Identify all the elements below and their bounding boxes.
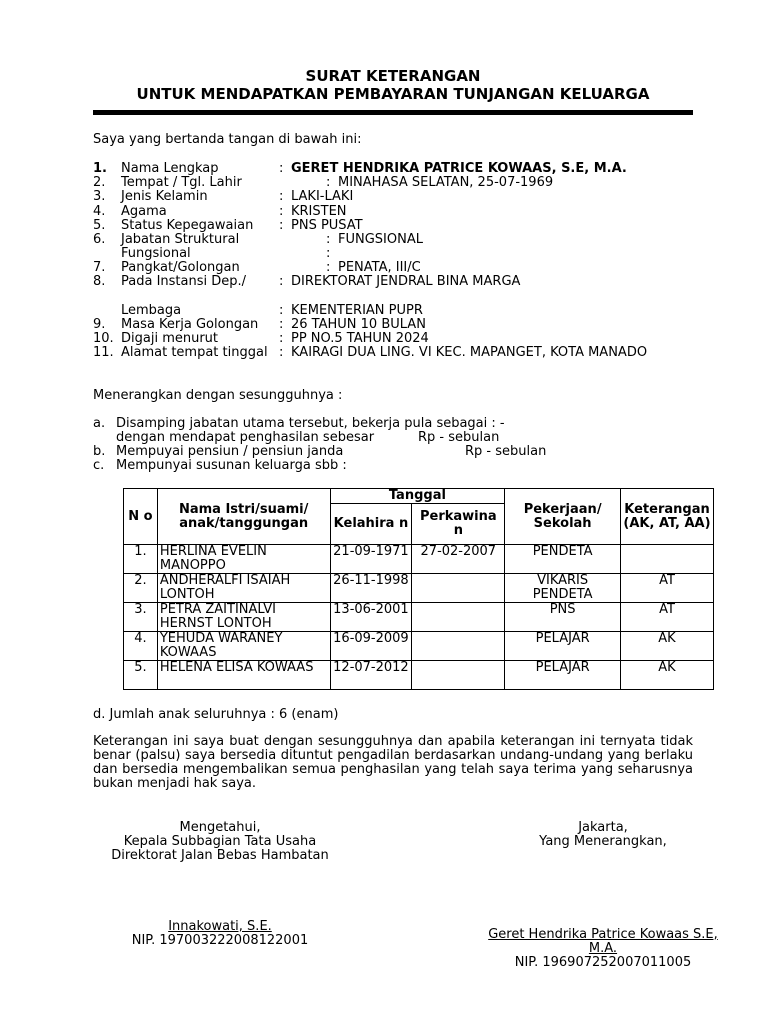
row-no: 4. <box>124 632 158 661</box>
right-signatory-name-1: Geret Hendrika Patrice Kowaas S.E, <box>488 927 718 942</box>
field-colon: : <box>279 274 284 289</box>
row-no: 2. <box>124 574 158 603</box>
right-signatory <box>468 928 738 970</box>
header-kawin: Perkawina n <box>412 504 505 545</box>
field-colon: : <box>326 175 331 190</box>
row-name: ANDHERALFI ISAIAH LONTOH <box>157 574 330 603</box>
item-amount: Rp - sebulan <box>418 430 500 445</box>
row-kawin <box>412 574 505 603</box>
field-label: Alamat tempat tinggal <box>121 345 268 360</box>
left-sig-line3: Direktorat Jalan Bebas Hambatan <box>111 848 329 863</box>
right-sig-line2: Yang Menerangkan, <box>539 834 667 849</box>
field-colon: : <box>279 331 284 346</box>
row-job: PELAJAR <box>505 632 621 661</box>
row-job: PELAJAR <box>505 661 621 690</box>
field-label: Masa Kerja Golongan <box>121 317 259 332</box>
field-value: DIREKTORAT JENDRAL BINA MARGA <box>291 274 521 289</box>
right-signatory-name-2: M.A. <box>588 941 618 956</box>
item-text: Mempuyai pensiun / pensiun janda <box>116 444 344 459</box>
row-ket <box>620 545 713 574</box>
table-row <box>124 632 714 661</box>
field-number: 4. <box>93 204 106 219</box>
row-lahir: 21-09-1971 <box>330 545 412 574</box>
field-label: Agama <box>121 204 167 219</box>
table-row <box>124 661 714 690</box>
row-kawin <box>412 632 505 661</box>
row-ket: AT <box>620 603 713 632</box>
field-value: PNS PUSAT <box>291 218 363 233</box>
row-name: YEHUDA WARANEY KOWAAS <box>157 632 330 661</box>
field-colon: : <box>326 232 331 247</box>
row-name: PETRA ZAITINALVI HERNST LONTOH <box>157 603 330 632</box>
children-count: d. Jumlah anak seluruhnya : 6 (enam) <box>93 707 339 722</box>
intro-text: Saya yang bertanda tangan di bawah ini: <box>93 132 362 147</box>
field-label: Pangkat/Golongan <box>121 260 240 275</box>
table-row <box>124 574 714 603</box>
row-no: 5. <box>124 661 158 690</box>
title-rule <box>93 110 693 115</box>
field-label: Status Kepegawaian <box>121 218 254 233</box>
field-value: MINAHASA SELATAN, 25-07-1969 <box>338 175 554 190</box>
field-colon: : <box>279 189 284 204</box>
right-signatory-nip: NIP. 196907252007011005 <box>514 955 692 970</box>
field-number: 3. <box>93 189 106 204</box>
row-ket: AK <box>620 661 713 690</box>
field-number: 1. <box>93 161 107 176</box>
table-row <box>124 545 714 574</box>
field-colon: : <box>279 345 284 360</box>
field-label: Lembaga <box>121 303 182 318</box>
field-label: Tempat / Tgl. Lahir <box>121 175 242 190</box>
field-value: GERET HENDRIKA PATRICE KOWAAS, S.E, M.A. <box>291 161 627 176</box>
item-letter: c. <box>93 458 105 473</box>
field-value: PENATA, III/C <box>338 260 421 275</box>
field-number: 6. <box>93 232 106 247</box>
field-colon: : <box>279 317 284 332</box>
row-job: VIKARIS PENDETA <box>505 574 621 603</box>
field-colon: : <box>279 161 284 176</box>
header-lahir: Kelahira n <box>330 504 412 545</box>
row-kawin <box>412 661 505 690</box>
item-text: Mempunyai susunan keluarga sbb : <box>116 458 347 473</box>
row-no: 1. <box>124 545 158 574</box>
declaration-text: Menerangkan dengan sesungguhnya : <box>93 388 343 403</box>
item-subtext: dengan mendapat penghasilan sebesar <box>116 430 375 445</box>
field-label: Jenis Kelamin <box>121 189 208 204</box>
header-ket: Keterangan (AK, AT, AA) <box>620 489 713 545</box>
item-letter: a. <box>93 416 106 431</box>
row-lahir: 12-07-2012 <box>330 661 412 690</box>
field-colon: : <box>326 246 331 261</box>
field-number: 10. <box>93 331 114 346</box>
header-name: Nama Istri/suami/ anak/tanggungan <box>157 489 330 545</box>
row-job: PENDETA <box>505 545 621 574</box>
field-colon: : <box>326 260 331 275</box>
field-value: KEMENTERIAN PUPR <box>291 303 423 318</box>
family-table <box>123 488 714 690</box>
row-no: 3. <box>124 603 158 632</box>
right-signature-block <box>468 821 738 849</box>
header-tanggal: Tanggal <box>330 489 505 504</box>
row-ket: AT <box>620 574 713 603</box>
field-label: Digaji menurut <box>121 331 219 346</box>
left-signatory-name: Innakowati, S.E. <box>168 919 272 934</box>
row-lahir: 16-09-2009 <box>330 632 412 661</box>
left-sig-line2: Kepala Subbagian Tata Usaha <box>123 834 317 849</box>
field-label: Jabatan Struktural <box>121 232 240 247</box>
field-value: PP NO.5 TAHUN 2024 <box>291 331 429 346</box>
field-label: Pada Instansi Dep./ <box>121 274 247 289</box>
row-lahir: 13-06-2001 <box>330 603 412 632</box>
field-label: Fungsional <box>121 246 191 261</box>
field-value: KAIRAGI DUA LING. VI KEC. MAPANGET, KOTA MANADO <box>291 345 648 360</box>
field-label: Nama Lengkap <box>121 161 219 176</box>
row-name: HELENA ELISA KOWAAS <box>157 661 330 690</box>
statement-paragraph: Keterangan ini saya buat dengan sesungguhnya dan apabila keterangan ini ternyata tidak benar (palsu) saya bersedia dituntut pengadilan berdasarkan undang-undang yang berlaku dan bersedia mengembalikan semua penghasilan yang telah saya terima yang seharusnya bukan menjadi hak saya. <box>93 734 693 791</box>
row-ket: AK <box>620 632 713 661</box>
header-job: Pekerjaan/ Sekolah <box>505 489 621 545</box>
field-colon: : <box>279 303 284 318</box>
field-value: 26 TAHUN 10 BULAN <box>291 317 426 332</box>
left-signature-block <box>80 821 360 863</box>
row-name: HERLINA EVELIN MANOPPO <box>157 545 330 574</box>
field-number: 7. <box>93 260 106 275</box>
row-job: PNS <box>505 603 621 632</box>
document-title: SURAT KETERANGAN <box>305 67 481 85</box>
field-number: 5. <box>93 218 106 233</box>
left-signatory <box>80 920 360 948</box>
field-colon: : <box>279 218 284 233</box>
item-amount: Rp - sebulan <box>465 444 547 459</box>
left-sig-line1: Mengetahui, <box>179 820 261 835</box>
field-colon: : <box>279 204 284 219</box>
row-kawin: 27-02-2007 <box>412 545 505 574</box>
row-lahir: 26-11-1998 <box>330 574 412 603</box>
item-text: Disamping jabatan utama tersebut, bekerja pula sebagai : - <box>116 416 505 431</box>
field-value: LAKI-LAKI <box>291 189 354 204</box>
document-subtitle: UNTUK MENDAPATKAN PEMBAYARAN TUNJANGAN KELUARGA <box>136 85 650 103</box>
field-number: 11. <box>93 345 114 360</box>
row-kawin <box>412 603 505 632</box>
field-number: 2. <box>93 175 106 190</box>
field-number: 8. <box>93 274 106 289</box>
field-value: FUNGSIONAL <box>338 232 423 247</box>
table-row <box>124 603 714 632</box>
item-letter: b. <box>93 444 106 459</box>
left-signatory-nip: NIP. 197003222008122001 <box>131 933 309 948</box>
field-number: 9. <box>93 317 106 332</box>
field-value: KRISTEN <box>291 204 347 219</box>
right-sig-line1: Jakarta, <box>578 820 628 835</box>
header-no: N o <box>124 489 158 545</box>
